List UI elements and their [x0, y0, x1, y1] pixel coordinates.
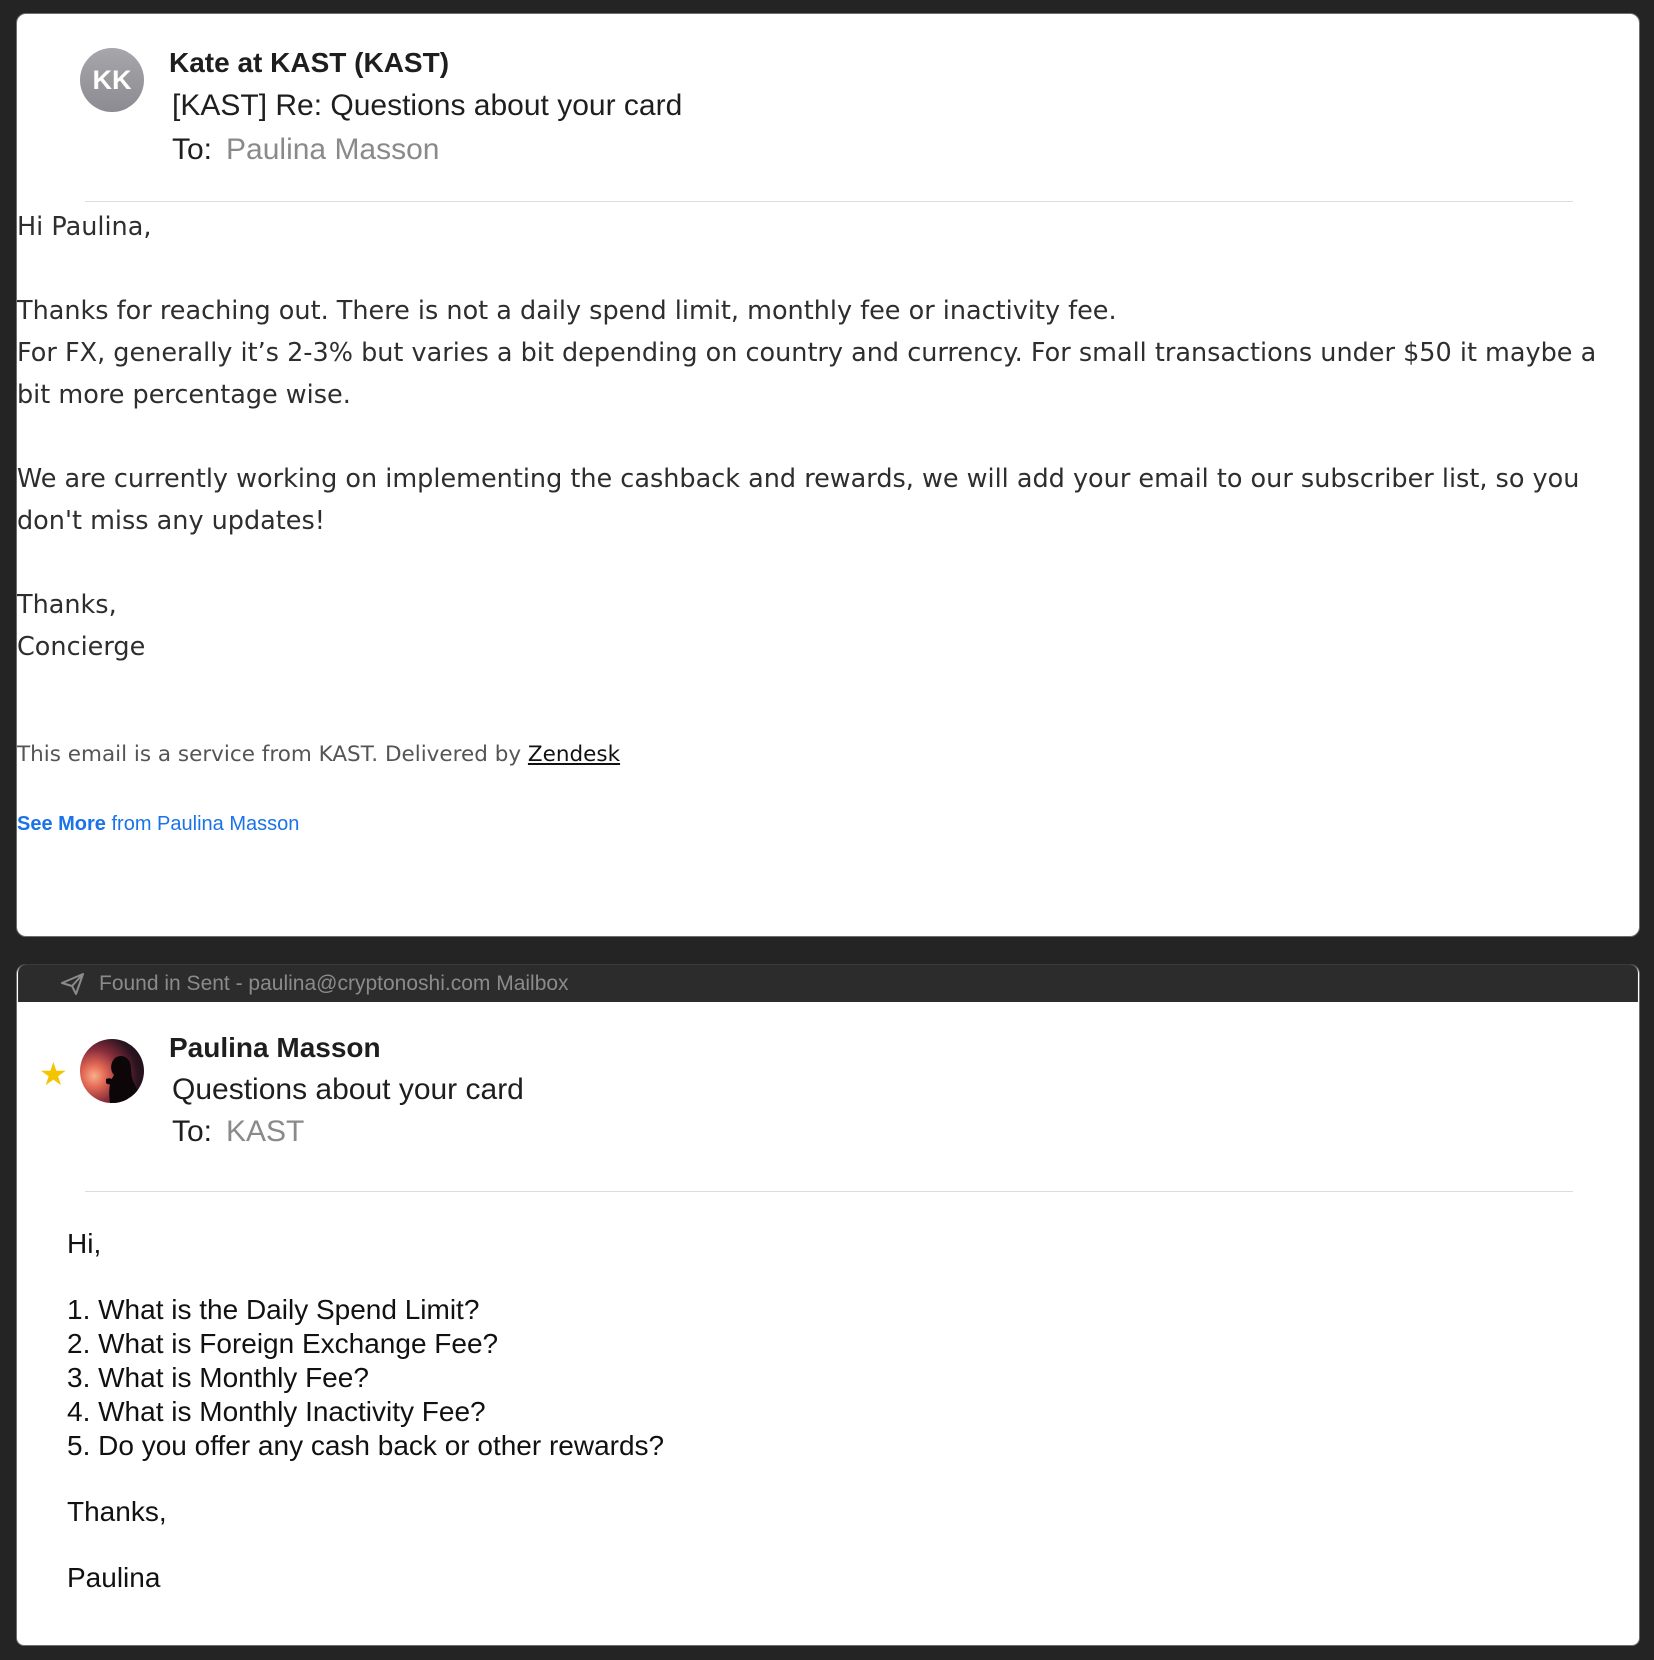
header-divider: [85, 201, 1573, 202]
question-item: 3. What is Monthly Fee?: [67, 1362, 369, 1393]
body-line: For FX, generally it’s 2-3% but varies a bit depending on country and currency. For small transactions under $50 it maybe a bit more percentage wise.: [17, 338, 1597, 410]
sender-name[interactable]: Kate at KAST (KAST): [169, 47, 450, 78]
to-row: [172, 1115, 304, 1149]
subject: Questions about your card: [172, 1073, 524, 1106]
greeting: Hi Paulina,: [17, 212, 152, 242]
sender-name[interactable]: Paulina Masson: [169, 1032, 381, 1063]
footer-note: [17, 742, 620, 767]
email-message-kast-reply: [16, 13, 1640, 937]
message-body: [67, 1227, 664, 1595]
body-line: Thanks for reaching out. There is not a daily spend limit, monthly fee or inactivity fee.: [17, 296, 1117, 326]
recipient-name[interactable]: Paulina Masson: [226, 133, 440, 166]
message-body: [17, 206, 1617, 668]
recipient-name[interactable]: KAST: [226, 1115, 305, 1148]
star-icon[interactable]: ★: [39, 1056, 68, 1092]
silhouette-icon: [80, 1039, 144, 1103]
question-item: 2. What is Foreign Exchange Fee?: [67, 1328, 499, 1359]
sender-avatar-photo: [80, 1039, 144, 1103]
greeting: Hi,: [67, 1228, 102, 1259]
signature: Concierge: [17, 632, 146, 662]
question-item: 1. What is the Daily Spend Limit?: [67, 1294, 480, 1325]
question-item: 5. Do you offer any cash back or other rewards?: [67, 1430, 665, 1461]
body-line: We are currently working on implementing the cashback and rewards, we will add your email to our subscriber list, so you don't miss any updates!: [17, 464, 1580, 536]
signoff: Thanks,: [67, 1496, 167, 1527]
see-more-link[interactable]: [17, 813, 299, 836]
signoff: Thanks,: [17, 590, 117, 620]
banner-text: Found in Sent - paulina@cryptonoshi.com Mailbox: [99, 971, 569, 995]
to-label: To:: [172, 133, 213, 166]
question-item: 4. What is Monthly Inactivity Fee?: [67, 1396, 486, 1427]
to-label: To:: [172, 1115, 213, 1148]
signature: Paulina: [67, 1562, 161, 1593]
to-row: [172, 133, 440, 167]
header-divider: [85, 1191, 1573, 1192]
email-message-sent-original: [16, 964, 1640, 1646]
paper-plane-icon: [61, 973, 85, 995]
zendesk-link[interactable]: Zendesk: [527, 742, 621, 767]
found-in-sent-banner[interactable]: [18, 964, 1638, 1002]
see-more-bold[interactable]: See More: [17, 813, 106, 835]
footer-text: This email is a service from KAST. Delivered by: [17, 742, 528, 767]
see-more-sender[interactable]: from Paulina Masson: [105, 813, 300, 835]
sender-avatar: KK: [80, 48, 144, 112]
subject: [KAST] Re: Questions about your card: [172, 89, 683, 122]
